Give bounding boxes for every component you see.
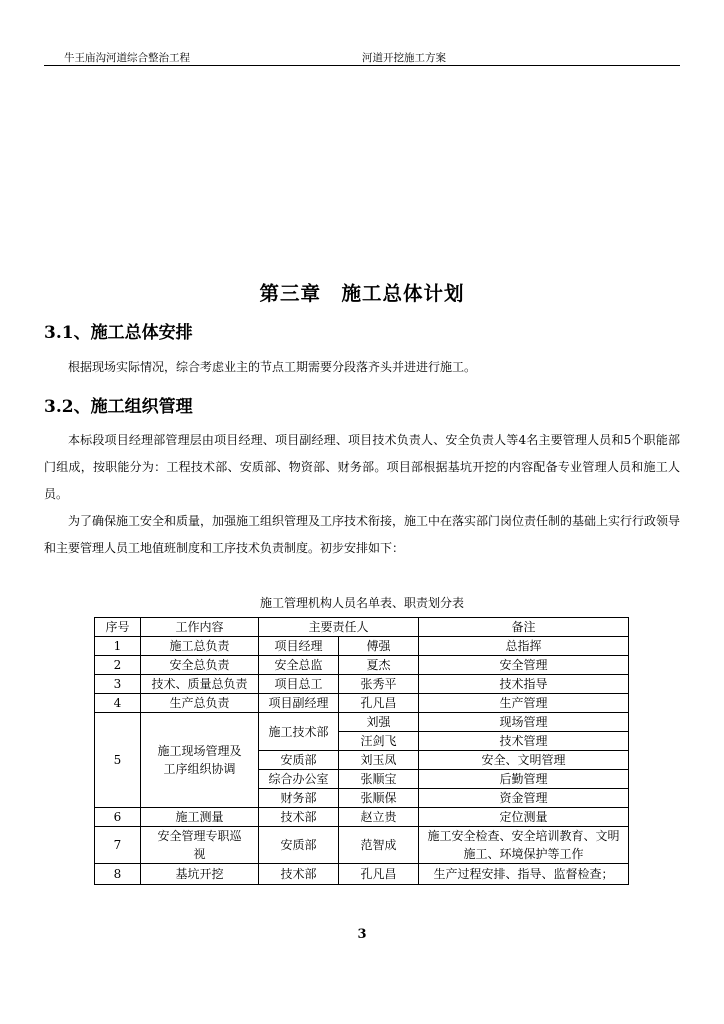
cell-remark: 安全管理 [419,656,629,675]
cell-remark: 技术指导 [419,675,629,694]
cell-no: 1 [95,637,141,656]
cell-role: 安质部 [259,751,339,770]
header-project-name: 牛王庙沟河道综合整治工程 [64,52,190,64]
cell-no: 2 [95,656,141,675]
cell-remark: 技术管理 [419,732,629,751]
header-rule [44,65,680,66]
header-cell-remark: 备注 [419,618,629,637]
cell-work [141,713,259,808]
cell-no: 3 [95,675,141,694]
table-row [95,808,629,827]
cell-remark: 总指挥 [419,637,629,656]
header-cell-work: 工作内容 [141,618,259,637]
section-heading-3-2: 3.2、施工组织管理 [44,397,193,417]
cell-remark-line-1: 施工安全检查、安全培训教育、文明 [427,829,620,843]
cell-work: 施工测量 [141,808,259,827]
cell-work-line-1: 安全管理专职巡 [157,829,242,843]
cell-work-line-1: 施工现场管理及 [157,744,242,758]
table-caption: 施工管理机构人员名单表、职责划分表 [259,596,464,610]
cell-remark: 现场管理 [419,713,629,732]
staff-responsibility-table [94,617,629,885]
cell-name: 孔凡昌 [339,694,419,713]
cell-name: 孔凡昌 [339,864,419,885]
section-3-2-paragraph-1: 本标段项目经理部管理层由项目经理、项目副经理、项目技术负责人、安全负责人等4名主要管理人员和5个职能部门组成，按职能分为：工程技术部、安质部、物资部、财务部。项目部根据基坑开挖的内容配备专业管理人员和施工人员。 [44,433,680,501]
cell-remark-line-2: 施工、环境保护等工作 [463,847,584,861]
table-row [95,694,629,713]
cell-name: 汪剑飞 [339,732,419,751]
cell-name: 张顺宝 [339,770,419,789]
cell-work: 技术、质量总负责 [141,675,259,694]
cell-remark [419,827,629,864]
header-document-title: 河道开挖施工方案 [362,52,446,64]
table-row [95,675,629,694]
chapter-title: 第三章 施工总体计划 [259,282,465,305]
table-header-row [95,618,629,637]
cell-work: 安全总负责 [141,656,259,675]
cell-work: 施工总负责 [141,637,259,656]
page-number: 3 [357,927,367,942]
cell-role: 综合办公室 [259,770,339,789]
cell-no: 5 [95,713,141,808]
cell-name: 刘强 [339,713,419,732]
section-3-1-text: 根据现场实际情况，综合考虑业主的节点工期需要分段落齐头并进进行施工。 [68,360,477,374]
table-row [95,656,629,675]
cell-work-line-2: 工序组织协调 [163,762,236,776]
table-row [95,827,629,864]
header-cell-person: 主要责任人 [259,618,419,637]
cell-role: 项目经理 [259,637,339,656]
cell-role: 项目总工 [259,675,339,694]
cell-no: 4 [95,694,141,713]
cell-name: 夏杰 [339,656,419,675]
cell-role: 施工技术部 [259,713,339,751]
cell-name: 张顺保 [339,789,419,808]
cell-name: 傅强 [339,637,419,656]
cell-name: 张秀平 [339,675,419,694]
cell-no: 7 [95,827,141,864]
cell-role: 技术部 [259,808,339,827]
cell-remark: 生产管理 [419,694,629,713]
cell-work-line-2: 视 [193,847,206,861]
cell-remark: 生产过程安排、指导、监督检查； [419,864,629,885]
cell-no: 8 [95,864,141,885]
cell-name: 赵立贵 [339,808,419,827]
cell-work: 基坑开挖 [141,864,259,885]
cell-name: 刘玉凤 [339,751,419,770]
cell-role: 技术部 [259,864,339,885]
section-3-2-paragraph-2: 为了确保施工安全和质量，加强施工组织管理及工序技术衔接，施工中在落实部门岗位责任制的基础上实行行政领导和主要管理人员工地值班制度和工序技术负责制度。初步安排如下： [44,514,681,555]
cell-name: 范智成 [339,827,419,864]
cell-remark: 资金管理 [419,789,629,808]
cell-role: 财务部 [259,789,339,808]
table-row [95,713,629,732]
header-cell-no: 序号 [95,618,141,637]
cell-work: 生产总负责 [141,694,259,713]
cell-remark: 安全、文明管理 [419,751,629,770]
table-row [95,637,629,656]
cell-role: 安质部 [259,827,339,864]
page-header [44,50,680,66]
cell-work [141,827,259,864]
cell-remark: 后勤管理 [419,770,629,789]
cell-remark: 定位测量 [419,808,629,827]
cell-role: 安全总监 [259,656,339,675]
table-row [95,864,629,885]
cell-role: 项目副经理 [259,694,339,713]
section-heading-3-1: 3.1、施工总体安排 [44,323,193,343]
cell-no: 6 [95,808,141,827]
